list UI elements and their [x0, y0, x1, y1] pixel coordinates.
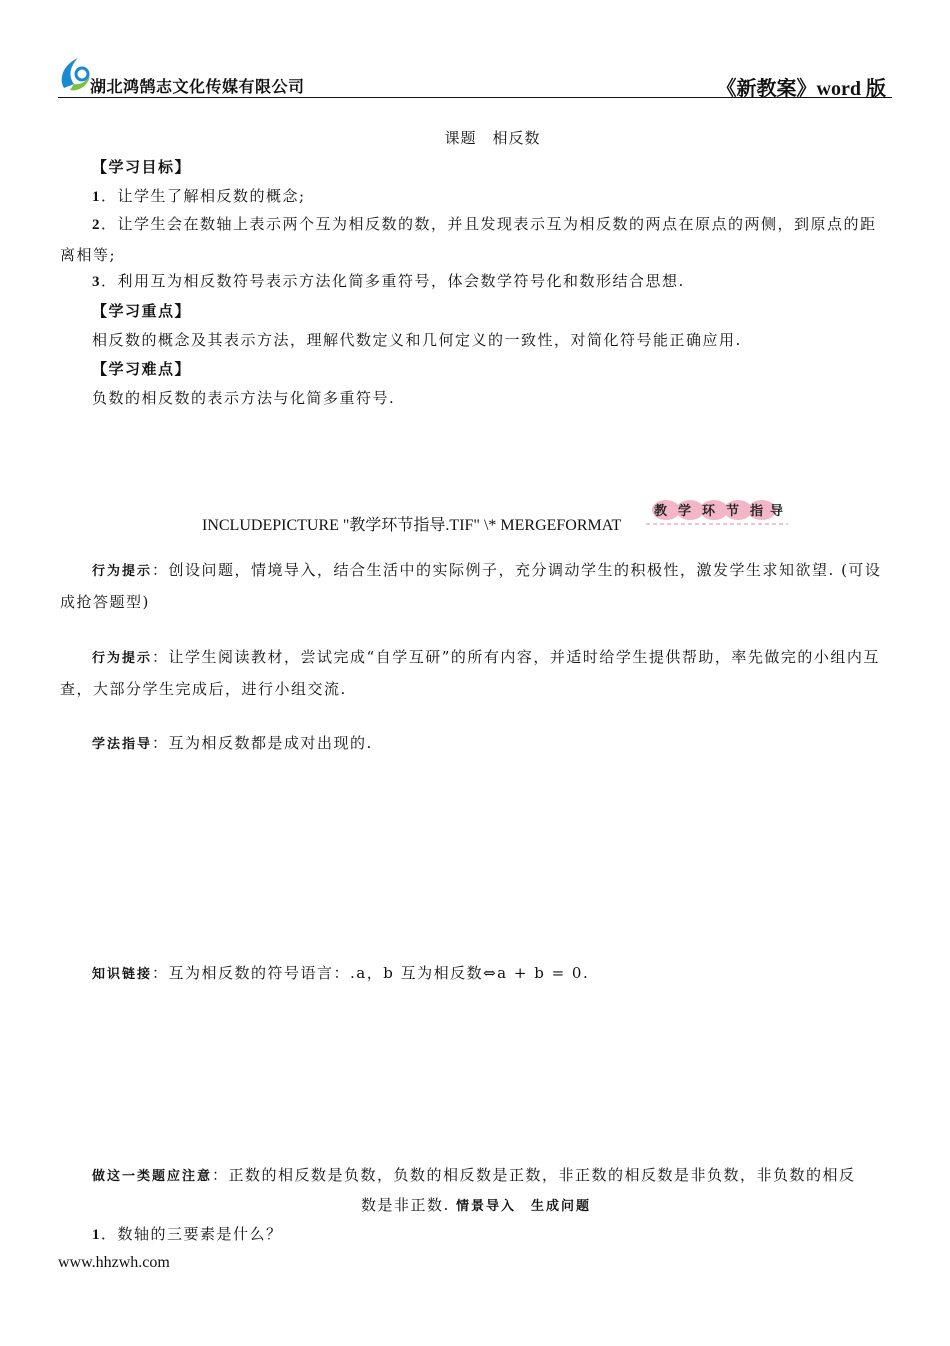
note-colon: ：	[212, 1166, 229, 1184]
tip-label: 知识链接	[92, 967, 153, 982]
note-line-1	[60, 1160, 892, 1192]
question-text: ．数轴的三要素是什么？	[101, 1225, 283, 1243]
header-rule	[58, 97, 892, 98]
note-line-2	[60, 1190, 892, 1222]
banner-char: 节	[726, 504, 740, 519]
tip-knowledge-link	[60, 958, 892, 990]
key-points-text: 相反数的概念及其表示方法，理解代数定义和几何定义的一致性，对简化符号能正确应用.	[92, 331, 742, 349]
tip-colon: ：	[152, 648, 169, 666]
objective-text: ．让学生会在数轴上表示两个互为相反数的数，并且发现表示互为相反数的两点在原点的两侧，到原点的距离相等;	[60, 215, 877, 264]
objectives-heading: 【学习目标】	[92, 158, 192, 176]
edition-label: 《新教案》word 版	[716, 78, 886, 100]
objective-num: 2	[92, 217, 101, 233]
objective-num: 1	[92, 189, 101, 205]
question-1	[60, 1219, 892, 1250]
section-title: 情景导入 生成问题	[456, 1199, 592, 1214]
banner-char: 环	[702, 504, 716, 519]
note-label: 做这一类题应注意	[92, 1169, 213, 1184]
tip-label: 行为提示	[92, 564, 153, 579]
banner-char: 导	[770, 504, 784, 519]
tip-behavior-2	[60, 642, 892, 704]
key-points-heading: 【学习重点】	[92, 302, 192, 320]
difficulties-heading: 【学习难点】	[92, 360, 192, 378]
teaching-guide-banner	[646, 499, 788, 527]
tip-text: 创设问题，情境导入，结合生活中的实际例子，充分调动学生的积极性，激发学生求知欲望. (可设成抢答题型)	[60, 561, 882, 611]
objective-item-2	[60, 209, 892, 270]
tip-label: 学法指导	[92, 737, 153, 752]
tip-colon: ：	[152, 734, 169, 752]
objective-text: ．利用互为相反数符号表示方法化简多重符号，体会数学符号化和数形结合思想.	[101, 272, 685, 290]
lesson-title: 课题 相反数	[444, 129, 541, 147]
tip-study-method	[60, 728, 892, 760]
difficulties-text: 负数的相反数的表示方法与化简多重符号.	[92, 389, 396, 407]
tip-colon: ：	[152, 561, 169, 579]
banner-char: 教	[654, 504, 668, 519]
question-num: 1	[92, 1227, 101, 1243]
banner-char: 学	[678, 504, 692, 519]
tip-text: 互为相反数的符号语言：.a，b 互为相反数⇔a + b = 0.	[168, 964, 590, 982]
objective-num: 3	[92, 274, 101, 290]
banner-char: 指	[750, 504, 764, 519]
objective-item-1	[60, 181, 892, 212]
note-text-1: 正数的相反数是负数，负数的相反数是正数，非正数的相反数是非负数，非负数的相反	[228, 1166, 856, 1184]
tip-behavior-1	[60, 555, 892, 617]
includepicture-field: INCLUDEPICTURE "教学环节指导.TIF" \* MERGEFORMAT	[202, 517, 622, 534]
tip-colon: ：	[152, 964, 169, 982]
footer-website: www.hhzwh.com	[58, 1254, 170, 1271]
note-text-2: 数是非正数.	[360, 1196, 450, 1214]
objective-item-3	[60, 266, 892, 297]
tip-text: 互为相反数都是成对出现的.	[168, 734, 373, 752]
tip-label: 行为提示	[92, 651, 153, 666]
objective-text: ．让学生了解相反数的概念;	[101, 187, 306, 205]
tip-text: 让学生阅读教材，尝试完成“自学互研”的所有内容，并适时给学生提供帮助，率先做完的小组内互查，大部分学生完成后，进行小组交流.	[60, 648, 880, 698]
company-name: 湖北鸿鹄志文化传媒有限公司	[90, 77, 305, 96]
